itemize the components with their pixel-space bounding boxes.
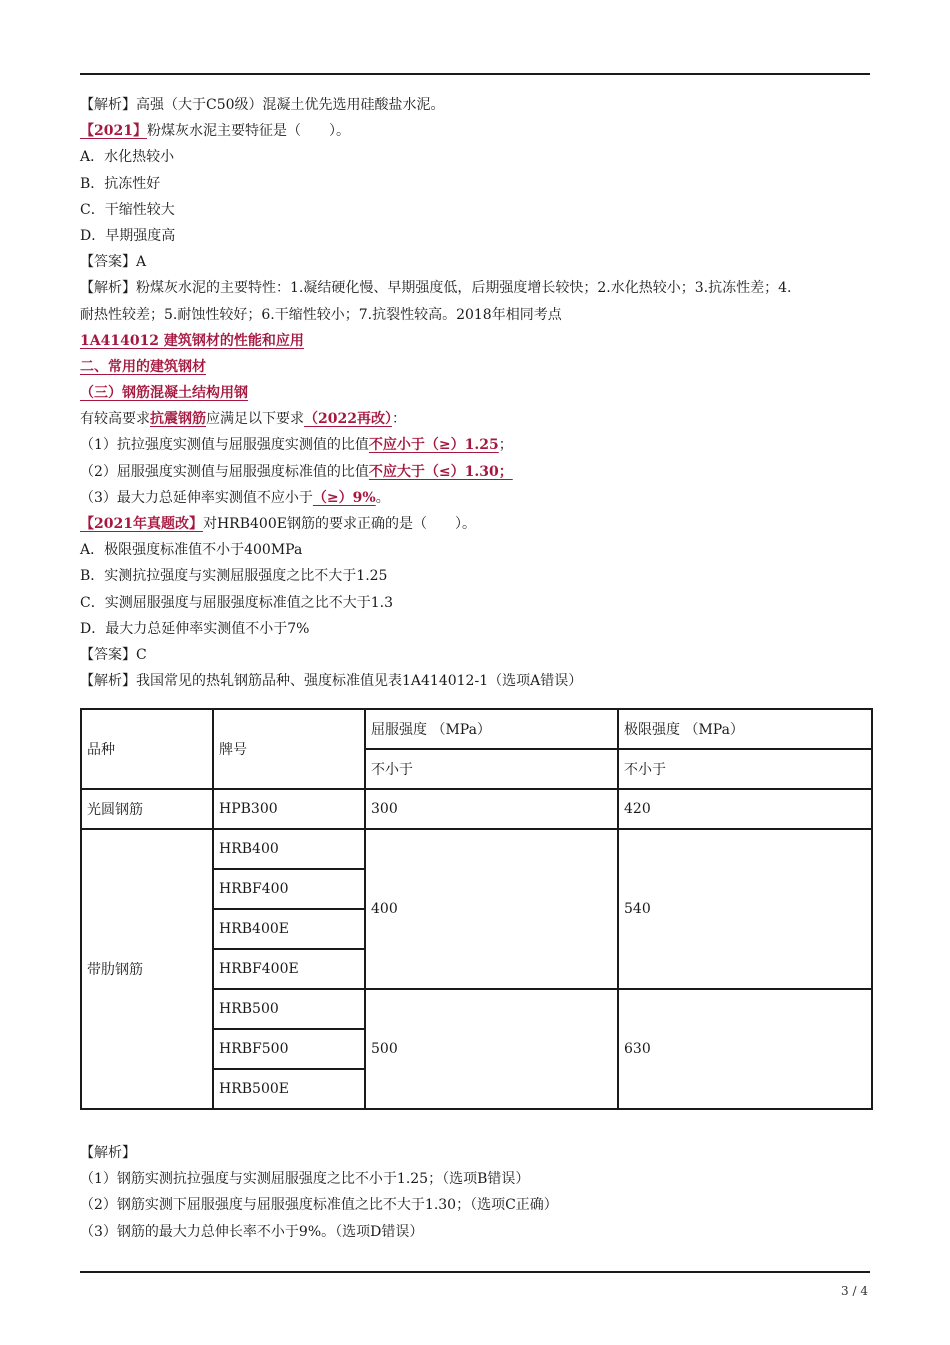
analysis-line: 【解析】我国常见的热轧钢筋品种、强度标准值见表1A414012-1（选项A错误） [80, 673, 583, 690]
text-span: （2）屈服强度实测值与屈服强度标准值的比值 [80, 463, 369, 480]
option-c: C．实测屈服强度与屈服强度标准值之比不大于1.3 [80, 594, 393, 611]
option-d: D．早期强度高 [80, 227, 176, 244]
question-2021 [80, 118, 870, 144]
analysis-title: 【解析】 [80, 1145, 136, 1161]
analysis-item-2: （2）钢筋实测下屈服强度与屈服强度标准值之比不大于1.30；（选项C正确） [80, 1197, 558, 1214]
requirement-value: 不应大于（≤）1.30； [368, 463, 513, 480]
heading-link[interactable]: （三）钢筋混凝土结构用钢 [80, 385, 248, 402]
heading-link[interactable]: 二、常用的建筑钢材 [80, 358, 206, 375]
option-a: A．水化热较小 [80, 149, 175, 166]
text-span: 有较高要求 [80, 411, 150, 428]
document-body [80, 92, 870, 694]
section-heading-1 [80, 328, 870, 354]
question-tag: 【2021】 [80, 123, 147, 140]
header-ultimate: 极限强度 （MPa） [618, 709, 872, 749]
cell-grade: HRBF400 [213, 869, 365, 909]
option-a: A．极限强度标准值不小于400MPa [80, 542, 303, 559]
analysis-block [80, 1140, 870, 1245]
requirement-1 [80, 432, 870, 458]
option-d: D．最大力总延伸率实测值不小于7% [80, 620, 310, 637]
text-span: （1）抗拉强度实测值与屈服强度实测值的比值 [80, 437, 369, 454]
analysis-item-1: （1）钢筋实测抗拉强度与实测屈服强度之比不小于1.25；（选项B错误） [80, 1171, 530, 1188]
rebar-strength-table [80, 708, 873, 1110]
text-span: （3）最大力总延伸率实测值不应小于 [80, 489, 313, 506]
cell-ultimate: 540 [618, 829, 872, 989]
question-2021-revised [80, 511, 870, 537]
question-tag: 【2021年真题改】 [80, 516, 203, 532]
cell-grade: HRB400 [213, 829, 365, 869]
cell-grade: HPB300 [213, 789, 365, 829]
requirement-2 [80, 459, 870, 485]
cell-grade: HRB500 [213, 989, 365, 1029]
header-rule [80, 73, 870, 75]
requirement-intro [80, 406, 870, 432]
cell-yield: 400 [365, 829, 618, 989]
requirement-value: 不应小于（≥）1.25 [368, 437, 499, 454]
cell-grade: HRB400E [213, 909, 365, 949]
answer-line: 【答案】A [80, 254, 147, 271]
section-heading-3 [80, 380, 870, 406]
text-span: 。 [375, 489, 390, 506]
cell-grade: HRBF400E [213, 949, 365, 989]
header-min-yield: 不小于 [365, 749, 618, 789]
option-c: C．干缩性较大 [80, 201, 175, 218]
page-number: 3 / 4 [841, 1284, 868, 1298]
question-text: 对HRB400E钢筋的要求正确的是（ ）。 [202, 516, 476, 532]
revision-tag: （2022再改） [304, 411, 392, 428]
heading-link[interactable]: 1A414012 建筑钢材的性能和应用 [80, 332, 304, 349]
analysis-line-2: 耐热性较差；5.耐蚀性较好；6.干缩性较小；7.抗裂性较高。2018年相同考点 [80, 306, 562, 323]
cell-ultimate: 420 [618, 789, 872, 829]
text-span: ； [498, 437, 513, 454]
question-text: 粉煤灰水泥主要特征是（ ）。 [146, 123, 350, 140]
cell-grade: HRBF500 [213, 1029, 365, 1069]
option-b: B．抗冻性好 [80, 175, 161, 192]
cell-yield: 300 [365, 789, 618, 829]
requirement-value: （≥）9% [312, 489, 376, 506]
cell-grade: HRB500E [213, 1069, 365, 1109]
cell-ultimate: 630 [618, 989, 872, 1109]
seismic-term: 抗震钢筋 [150, 411, 206, 428]
section-heading-2 [80, 354, 870, 380]
header-min-ultimate: 不小于 [618, 749, 872, 789]
text-span: ： [391, 411, 406, 428]
text-span: 应满足以下要求 [206, 411, 304, 428]
cell-variety-plain: 光圆钢筋 [81, 789, 213, 829]
answer-line: 【答案】C [80, 646, 147, 663]
cell-yield: 500 [365, 989, 618, 1109]
header-yield: 屈服强度 （MPa） [365, 709, 618, 749]
header-variety: 品种 [81, 709, 213, 789]
footer-rule [80, 1271, 870, 1273]
analysis-line: 【解析】高强（大于C50级）混凝土优先选用硅酸盐水泥。 [80, 97, 445, 113]
cell-variety-ribbed: 带肋钢筋 [81, 829, 213, 1109]
analysis-line-1: 【解析】粉煤灰水泥的主要特性：1.凝结硬化慢、早期强度低，后期强度增长较快；2.水化热较小；3.抗冻性差；4. [80, 280, 792, 297]
analysis-item-3: （3）钢筋的最大力总伸长率不小于9%。（选项D错误） [80, 1223, 424, 1240]
header-grade: 牌号 [213, 709, 365, 789]
requirement-3 [80, 485, 870, 511]
option-b: B．实测抗拉强度与实测屈服强度之比不大于1.25 [80, 568, 388, 585]
